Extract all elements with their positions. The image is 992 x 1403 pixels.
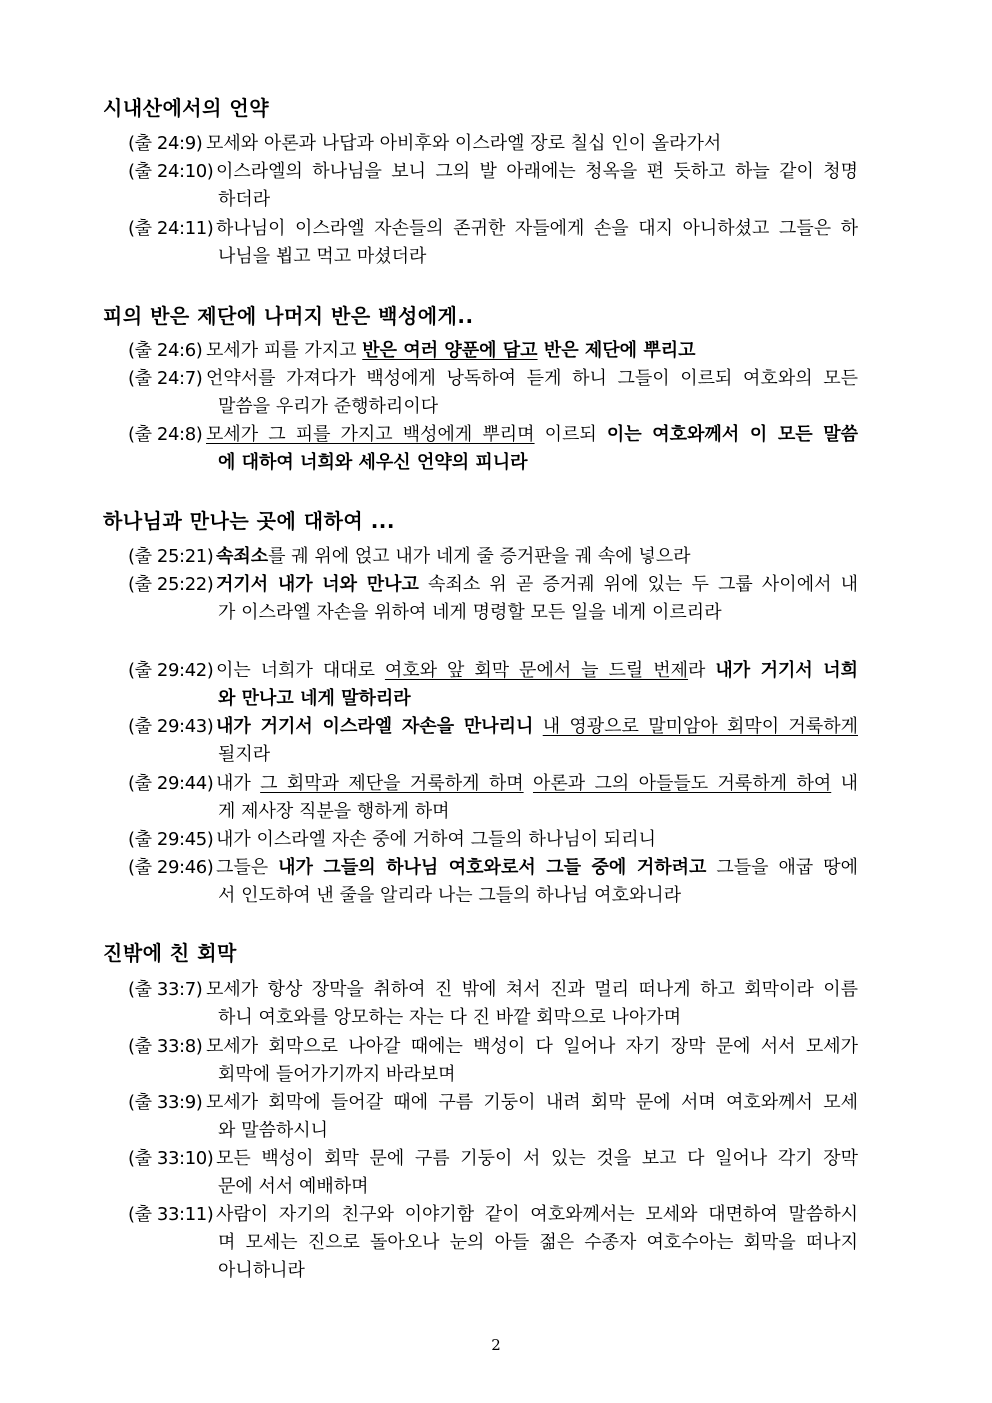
verse (128, 158, 858, 214)
verse (128, 657, 858, 713)
verse-line (216, 826, 858, 854)
verse-text: 모세가 회막에 들어갈 때에 구름 기둥이 내려 회막 문에 서며 여호와께서 모세 (206, 1092, 858, 1113)
section-heading: 피의 반은 제단에 나머지 반은 백성에게.. (103, 304, 474, 328)
section-heading: 진밖에 친 회막 (103, 941, 237, 965)
verse-reference: (출 29:44) (128, 773, 214, 794)
verse-text: 모세가 회막으로 나아갈 때에는 백성이 다 일어나 자기 장막 문에 서서 모세가 (206, 1036, 858, 1057)
verse-line (218, 882, 858, 910)
verse-line (216, 543, 858, 571)
verse-line (206, 976, 858, 1004)
verse-text: 아니하니라 (218, 1260, 305, 1281)
verse-text: 될지라 (218, 744, 271, 765)
verse-text: 내가 거기서 너희 (715, 660, 858, 681)
verse-reference: (출 29:45) (128, 829, 214, 850)
verse (128, 130, 858, 158)
verse (128, 770, 858, 826)
verse-text: 회막에 들어가기까지 바라보며 (218, 1064, 456, 1085)
verse-line (216, 215, 858, 243)
verse-text: 에 대하여 너희와 세우신 언약의 피니라 (218, 452, 528, 473)
verse-reference: (출 29:46) (128, 857, 214, 878)
verse-line (218, 243, 858, 271)
verse (128, 976, 858, 1032)
verse-text: 나님을 뵙고 먹고 마셨더라 (218, 246, 427, 267)
verse-text: 모세가 피를 가지고 (206, 340, 363, 361)
verse-line (218, 1173, 858, 1201)
verse-line (216, 770, 858, 798)
verse-line (218, 1229, 858, 1257)
verse-reference: (출 25:22) (128, 574, 214, 595)
verse-reference: (출 33:10) (128, 1148, 214, 1169)
verse-text: 속죄소 위 곧 증거궤 위에 있는 두 그룹 사이에서 내 (418, 574, 858, 595)
verse-line (216, 713, 858, 741)
section-heading: 하나님과 만나는 곳에 대하여 ... (103, 509, 395, 533)
verse-text: 이는 너희가 대대로 (216, 660, 385, 681)
verse-line (216, 158, 858, 186)
verse (128, 337, 858, 365)
verse (128, 713, 858, 769)
verse-line (216, 657, 858, 685)
verse-line (216, 1145, 858, 1173)
verse-line (218, 393, 858, 421)
verse-text: 가 이스라엘 자손을 위하여 네게 명령할 모든 일을 네게 이르리라 (218, 602, 722, 623)
verse-text: 모든 백성이 회막 문에 구름 기둥이 서 있는 것을 보고 다 일어나 각기 장막 (216, 1148, 858, 1169)
verse-line (218, 186, 858, 214)
verse-text: 내 (831, 773, 858, 794)
verse-text: 내 영광으로 말미암아 회막이 거룩하게 (542, 716, 858, 737)
verse (128, 826, 858, 854)
verse-line (216, 571, 858, 599)
verse-reference: (출 24:7) (128, 368, 203, 389)
verse-reference: (출 33:7) (128, 979, 203, 1000)
verse-text: 내가 거기서 이스라엘 자손을 만나리니 (216, 716, 534, 737)
verse-text: 거기서 내가 너와 만나고 (216, 574, 419, 595)
verse-line (218, 685, 858, 713)
verse-reference: (출 24:8) (128, 424, 203, 445)
verse-text (533, 716, 542, 737)
verse (128, 571, 858, 627)
verse (128, 1033, 858, 1089)
verse-line (218, 798, 858, 826)
verse-text: 아론과 그의 아들들도 거룩하게 하여 (532, 773, 832, 794)
verse-text: 이스라엘의 하나님을 보니 그의 발 아래에는 청옥을 편 듯하고 하늘 같이 청명 (216, 161, 858, 182)
verse-text: 내가 (216, 773, 261, 794)
verse-line (218, 599, 858, 627)
verse-text: 하니 여호와를 앙모하는 자는 다 진 바깥 회막으로 나아가며 (218, 1007, 682, 1028)
verse-line (218, 1257, 858, 1285)
verse-text: 며 모세는 진으로 돌아오나 눈의 아들 젊은 수종자 여호수아는 회막을 떠나지 (218, 1232, 858, 1253)
verse-text: 그 회막과 제단을 거룩하게 하며 (260, 773, 524, 794)
verse-line (206, 421, 858, 449)
verse (128, 421, 858, 477)
verse-text: 속죄소 (216, 546, 269, 567)
verse-reference: (출 24:10) (128, 161, 214, 182)
verse-text: 게 제사장 직분을 행하게 하며 (218, 801, 450, 822)
verse-text: 내가 그들의 하나님 여호와로서 그들 중에 거하려고 (278, 857, 707, 878)
verse-text: 하나님이 이스라엘 자손들의 존귀한 자들에게 손을 대지 아니하셨고 그들은 하 (216, 218, 858, 239)
section-heading: 시내산에서의 언약 (103, 96, 270, 120)
verse-reference: (출 29:43) (128, 716, 214, 737)
verse (128, 854, 858, 910)
verse-text: 와 말씀하시니 (218, 1120, 329, 1141)
verse-reference: (출 24:11) (128, 218, 214, 239)
verse-text: 언약서를 가져다가 백성에게 낭독하여 듣게 하니 그들이 이르되 여호와의 모든 (206, 368, 858, 389)
verse-text: 하더라 (218, 189, 271, 210)
verse (128, 365, 858, 421)
verse-line (218, 741, 858, 769)
verse-text: 그들을 애굽 땅에 (706, 857, 858, 878)
verse-text: 이르되 (534, 424, 607, 445)
verse-text: 모세와 아론과 나답과 아비후와 이스라엘 장로 칠십 인이 올라가서 (206, 133, 722, 154)
verse-text: 말씀을 우리가 준행하리이다 (218, 396, 439, 417)
verse-text: 라 (687, 660, 716, 681)
verse-line (206, 1033, 858, 1061)
verse-text: 서 인도하여 낸 줄을 알리라 나는 그들의 하나님 여호와니라 (218, 885, 682, 906)
verse-text: 와 만나고 네게 말하리라 (218, 688, 411, 709)
verse-text: 그들은 (216, 857, 279, 878)
verse-line (218, 1004, 858, 1032)
verse-reference: (출 33:11) (128, 1204, 214, 1225)
verse-text: 내가 이스라엘 자손 중에 거하여 그들의 하나님이 되리니 (216, 829, 656, 850)
verse (128, 215, 858, 271)
verse-text: 반은 제단에 뿌리고 (537, 340, 696, 361)
verse-text: 이는 여호와께서 이 모든 말씀 (606, 424, 858, 445)
verse-reference: (출 24:6) (128, 340, 203, 361)
verse-line (206, 365, 858, 393)
verse-text: 모세가 그 피를 가지고 백성에게 뿌리며 (206, 424, 535, 445)
verse-line (218, 449, 858, 477)
verse-line (206, 337, 858, 365)
verse-text: 여호와 앞 회막 문에서 늘 드릴 번제 (384, 660, 688, 681)
verse (128, 1089, 858, 1145)
verse-reference: (출 24:9) (128, 133, 203, 154)
verse-line (206, 130, 858, 158)
verse-reference: (출 29:42) (128, 660, 214, 681)
verse-line (206, 1089, 858, 1117)
verse-text: 사람이 자기의 친구와 이야기함 같이 여호와께서는 모세와 대면하여 말씀하시 (216, 1204, 858, 1225)
verse-reference: (출 33:8) (128, 1036, 203, 1057)
page-number: 2 (491, 1336, 501, 1354)
verse-text: 모세가 항상 장막을 취하여 진 밖에 쳐서 진과 멀리 떠나게 하고 회막이라 이름 (206, 979, 858, 1000)
verse-reference: (출 25:21) (128, 546, 214, 567)
verse-line (216, 854, 858, 882)
verse-text: 를 궤 위에 얹고 내가 네게 줄 증거판을 궤 속에 넣으라 (268, 546, 691, 567)
verse-text: 반은 여러 양푼에 담고 (362, 340, 538, 361)
verse-line (218, 1117, 858, 1145)
verse-reference: (출 33:9) (128, 1092, 203, 1113)
verse (128, 1201, 858, 1285)
verse (128, 543, 858, 571)
verse-text (524, 773, 533, 794)
verse-line (218, 1061, 858, 1089)
verse (128, 1145, 858, 1201)
verse-text: 문에 서서 예배하며 (218, 1176, 369, 1197)
verse-line (216, 1201, 858, 1229)
